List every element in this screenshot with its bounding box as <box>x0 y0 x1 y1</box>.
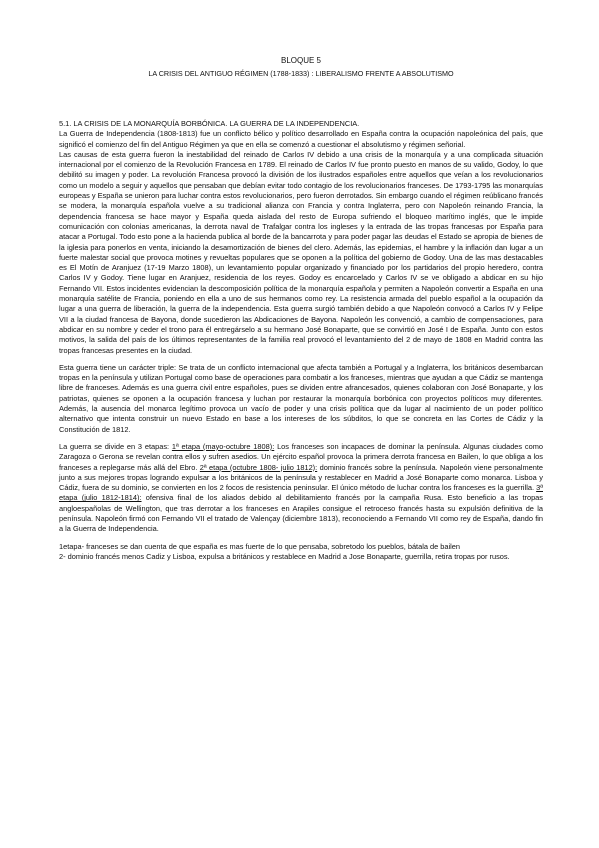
section-title: 5.1. LA CRISIS DE LA MONARQUÍA BORBÓNICA. LA GUERRA DE LA INDEPENDENCIA. <box>59 119 360 128</box>
paragraph-causes: Las causas de esta guerra fueron la inestabilidad del reinado de Carlos IV debido a una crisis de la monarquía y a una complicada situación internacional por el comienzo de la Revolución Francesa en 1789. El reinado de Carlos IV fue pronto puesto en manos de su valido, Godoy, lo que debilitó su imagen y poder. La revolución Francesa provocó la división de los ilustrados españoles entre aquellos que veían a los revolucionarios como un modelo a seguir y aquellos que pensaban que debían evitar todo contagio de los revolucionarios franceses. De 1793-1795 las monarquías europeas y España se unieron para luchar contra estos revolucionarios, pero fueron derrotados. Sin embargo cuando el régimen reúblicano francés se modera, la monarquía española vuelve a su tradicional alianza con Francia y contra Inglaterra, pero con Napoleón reinando Francia, la dependencia francesa se hace mayor y España queda aislada del resto de Europa sufriendo el bloqueo marítimo inglés, que le impide comunicación con colonias americanas, la derrota naval de Trafalgar contra los ingleses y la entrada de las tropas francesas por España para atacar a Portugal. Todo esto pone a la hacienda publica al borde de la bancarrota y para poder pagar las deudas el Estado se apropia de bienes de la iglesia para ponerlos en venta, iniciando la desamortización de bienes del clero. Además, las epidemias, el hambre y la inflación dan lugar a un fuerte malestar social que provoca motines y revueltas populares que se oponen a la política del gobierno de Godoy. Una de las mas destacables es El Motín de Aranjuez (17-19 Marzo 1808), un levantamiento popular organizado y financiado por los partidarios del propio heredero, contra Carlos IV y Godoy. Tiene lugar en Aranjuez, residencia de los reyes. Godoy es encarcelado y Carlos IV se ve obligado a abdicar en su hijo Fernando VII. Estos incidentes evidencian la descomposición política de la monarquía española y permiten a Napoleón convertir a España en una monarquía satélite de Francia, poniendo en ella a uno de sus hermanos como rey. La resistencia armada del pueblo español a la ocupación da lugar a una guerra de liberación, la guerra de la independencia. Esta guerra surgió también debido a que Napoleón convocó a Carlos IV y Felipe VII a la ciudad francesa de Bayona, donde sucedieron las Abdicaciones de Bayona. Napoleón les convenció, a cambio de compensaciones, para abdicar en su nombre y ceder el trono para él entregárselo a su hermano José Bonaparte, que se convirtió en José I de España. Junto con estos motivos, la salida del país de los últimos representantes de la familia real provocó el levantamiento del 2 de mayo de 1808 en Madrid contra las tropas francesas presentes en la ciudad. <box>59 149 543 355</box>
note-2: 2- dominio francés menos Cadiz y Lisboa, expulsa a británicos y restablece en Madrid a Jose Bonaparte, guerrilla, retira tropas por rusos. <box>59 551 510 561</box>
stage-3-heading: 3ª etapa (julio 1812-1814): <box>59 483 543 503</box>
stage-1-heading: 1ª etapa (mayo-octubre 1808): <box>171 441 275 451</box>
stage-2-text: dominio francés sobre la península. Napoleón viene personalmente junto a sus mejores tropas logrando expulsar a los británicos de la península y restablecer en Madrid a José Bonaparte como monarca. Lisboa y Cádiz, fuera de su dominio, se convierten en los 2 focos de resistencia peninsular. El único método de luchar contra los franceses es la guerrilla. <box>59 462 543 493</box>
paragraph-character: Esta guerra tiene un carácter triple: Se trata de un conflicto internacional que afecta también a Portugal y a Inglaterra, los británicos desembarcan tropas en la península y utilizan Portugal como base de operaciones para combatir a los franceses, mientras que ayudan a que Cádiz se mantenga libre de franceses. Además es una guerra civil entre españoles, pues se dividen entre afrancesados, quienes colaboran con José Bonaparte, y los patriotas, quienes se oponen a la ocupación francesa y luchan por restaurar la monarquía borbónica con proyectos políticos muy diferentes. Además, la ausencia del monarca legítimo provoca un vacío de poder y una crisis política que da lugar al nacimiento de un poder político alternativo que intenta construir un nuevo Estado en base a los intereses de los súbditos, lo que se concreta en las Cortes de Cádiz y la Constitución de 1812. <box>59 362 543 434</box>
notes <box>59 542 543 563</box>
document-body <box>59 119 543 562</box>
stage-1-text: Los franceses son incapaces de dominar la península. Algunas ciudades como Zaragoza o Gerona se revelan contra ellos y sufren asedios. Un ejército español provoca la primera derrota francesa en Bailen, lo que obliga a los franceses a replegarse más allá del Ebro. <box>59 441 543 472</box>
document-header <box>59 56 543 79</box>
paragraph-intro: La Guerra de Independencia (1808-1813) fue un conflicto bélico y político desarrollado en España contra la ocupación napoleónica del país, que significó el comienzo del fin del Antiguo Régimen ya que en ella se comenzó a cuestionar el absolutismo y régimen señorial. <box>59 129 543 149</box>
stage-2-heading: 2ª etapa (octubre 1808- julio 1812): <box>199 462 318 472</box>
paragraph-stages <box>59 442 543 535</box>
stages-intro: La guerra se divide en 3 etapas: <box>59 441 172 451</box>
note-1: 1etapa- franceses se dan cuenta de que españa es mas fuerte de lo que pensaba, sobretodo los pueblos, bátala de bailen <box>59 541 461 551</box>
bloque-title: LA CRISIS DEL ANTIGUO RÉGIMEN (1788-1833) : LIBERALISMO FRENTE A ABSOLUTISMO <box>148 69 454 78</box>
stage-3-text: ofensiva final de los aliados debido al debilitamiento francés por la campaña Rusa. Esto beneficio a las tropas angloespañolas de Wellington, que tras derrotar a los franceses en Arapiles consigue el retroceso francés hasta su expulsión definitiva de la península. Napoleón firmó con Fernando VII el tratado de Valençay (diciembre 1813), reconociendo a Fernando VII como rey de España, dando fin a la Guerra de Independencia. <box>59 493 543 534</box>
bloque-label: BLOQUE 5 <box>280 56 321 65</box>
